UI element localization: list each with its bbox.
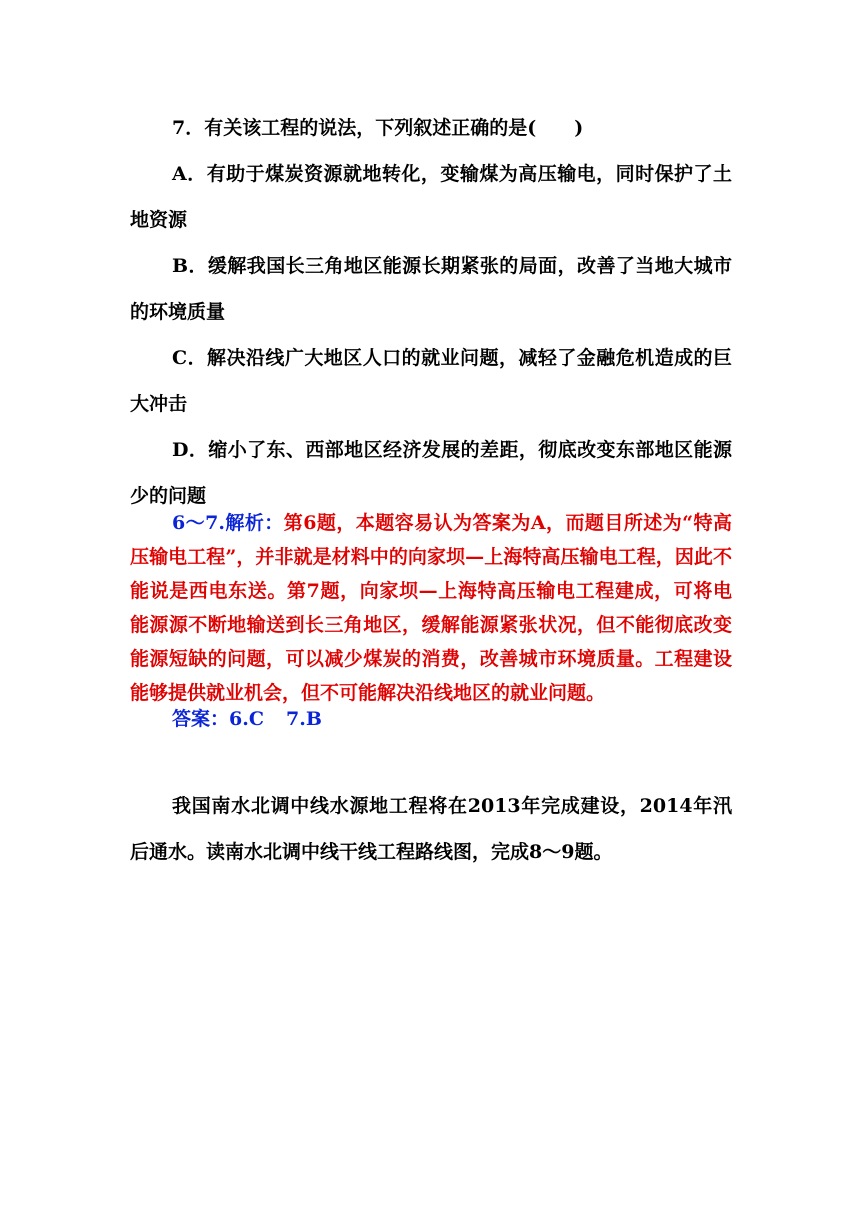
analysis-section (130, 506, 732, 710)
intro-paragraph: 我国南水北调中线水源地工程将在2013年完成建设，2014年汛后通水。读南水北调中线干线工程路线图，完成8～9题。 (130, 795, 732, 863)
answer-line (172, 702, 322, 736)
analysis-paragraph (130, 506, 732, 710)
option-c: C．解决沿线广大地区人口的就业问题，减轻了金融危机造成的巨大冲击 (130, 347, 732, 415)
analysis-label: 6～7.解析： (172, 512, 284, 534)
answer-6: 6.C (229, 708, 264, 730)
question-7-stem: 7．有关该工程的说法，下列叙述正确的是( ) (172, 117, 584, 139)
option-d: D．缩小了东、西部地区经济发展的差距，彻底改变东部地区能源少的问题 (130, 439, 732, 507)
option-a: A．有助于煤炭资源就地转化，变输煤为高压输电，同时保护了土地资源 (130, 163, 732, 231)
analysis-text: 第6题，本题容易认为答案为A，而题目所述为“特高压输电工程”，并非就是材料中的向家坝—上海特高压输电工程，因此不能说是西电东送。第7题，向家坝—上海特高压输电工程建成，可将电能源源不断地输送到长三角地区，缓解能源紧张状况，但不能彻底改变能源短缺的问题，可以减少煤炭的消费，改善城市环境质量。工程建设能够提供就业机会，但不可能解决沿线地区的就业问题。 (130, 512, 732, 704)
intro-section (130, 783, 732, 875)
question-7 (130, 105, 732, 519)
option-b: B．缓解我国长三角地区能源长期紧张的局面，改善了当地大城市的环境质量 (130, 255, 732, 323)
answer-label: 答案： (172, 708, 230, 730)
answer-7: 7.B (285, 708, 322, 730)
